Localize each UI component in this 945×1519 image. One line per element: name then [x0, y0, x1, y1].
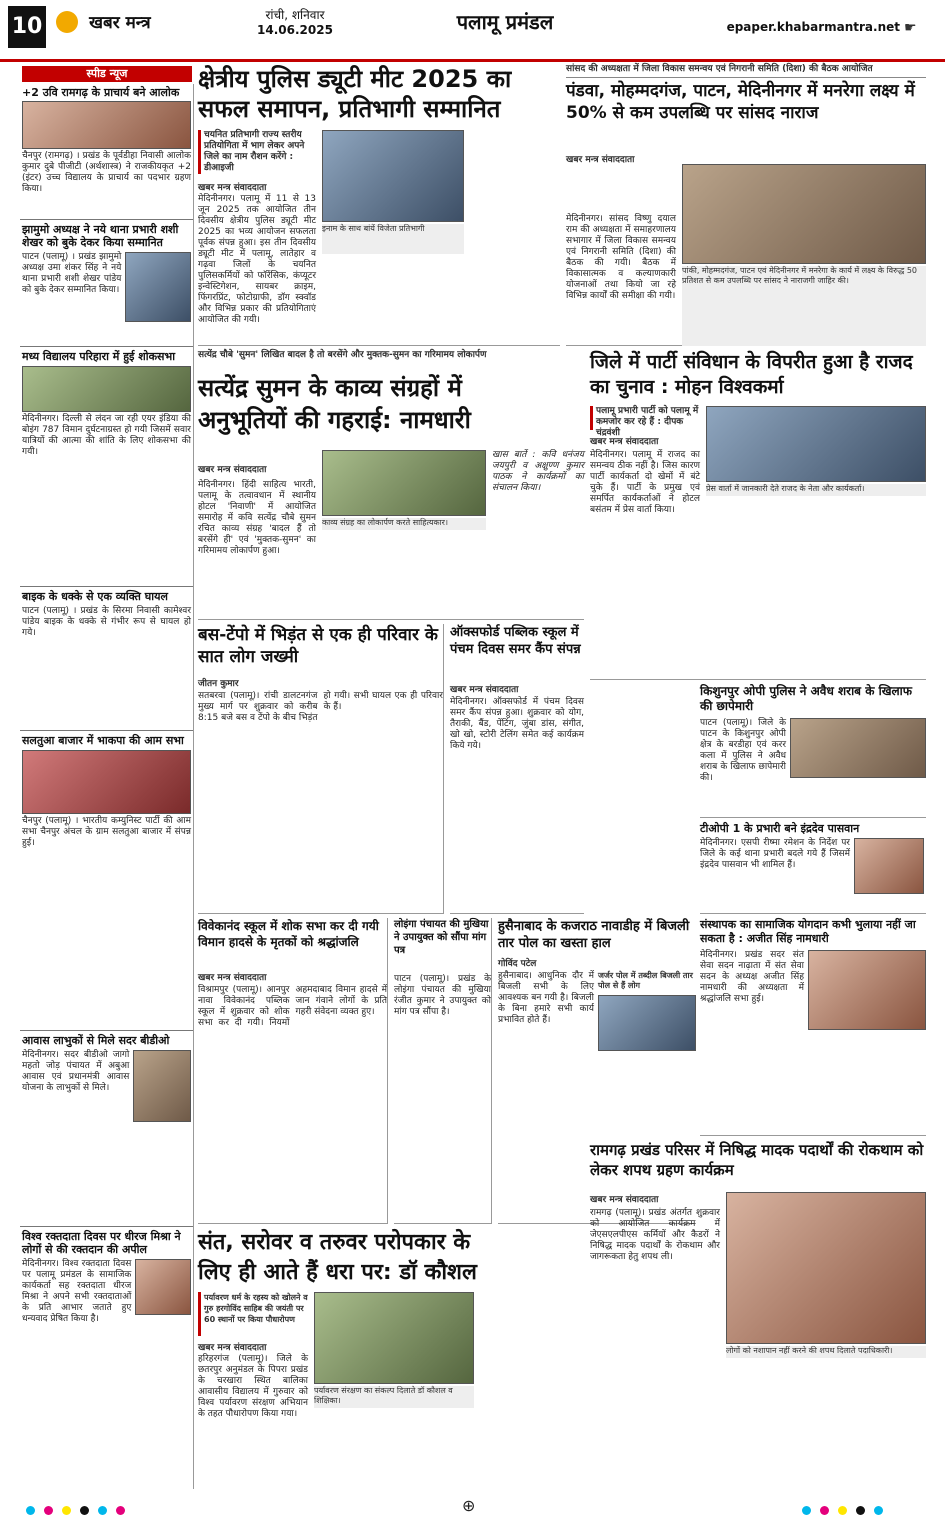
magenta-dot — [820, 1506, 829, 1515]
body-cont — [706, 500, 926, 610]
byline: खबर मन्त्र संवाददाता — [566, 155, 635, 165]
brief-body: मेदिनीनगर। सदर बीडीओ जागो महतो जोड़ पंचायत में अबुआ आवास एवं प्रधानमंत्री आवास योजना के लाभुकों से मिले। — [22, 1050, 130, 1093]
divider — [20, 1030, 193, 1031]
byline: गोविंद पटेल — [498, 959, 537, 969]
story-accident — [198, 624, 444, 914]
crosshair-icon: ⊕ — [462, 1496, 476, 1515]
body: पाटन (पलामू)। प्रखंड के लोइंगा पंचायत की मुखिया रंजीत कुमार ने उपायुक्त को मांग पत्र सौंपा है। — [394, 974, 491, 1017]
headline: पंडवा, मोहम्मदगंज, पाटन, मेदिनीनगर में मनरेगा लक्ष्य में 50% से कम उपलब्धि पर सांसद नाराज — [566, 81, 915, 123]
body: मेदिनीनगर। ऑक्सफोर्ड में पंचम दिवस समर कैंप संपन्न हुआ। शुक्रवार को योग, तैराकी, बैंड, पेंटिंग, जुंबा डांस, संगीत, खो खो, स्टोरी टेलिंग समेत कई कार्यक्रम किये गये। — [450, 697, 584, 751]
cyan-dot — [26, 1506, 35, 1515]
cyan-dot — [98, 1506, 107, 1515]
byline: खबर मन्त्र संवाददाता — [450, 685, 519, 695]
story-photo — [322, 450, 486, 516]
kicker: पर्यावरण धर्म के रहस्य को खोलने व गुरु हरगोविंद साहिब की जयंती पर 60 स्थानों पर किया पौधारोपण — [198, 1292, 308, 1336]
headline — [198, 1228, 584, 1288]
body: हरिहरगंज (पलामू)। जिले के छतरपुर अनुमंडल के पिपरा प्रखंड के चरखारा स्थित बालिका आवासीय विद्यालय में गुरुवार को विश्व पर्यावरण संरक्षण अभियान के तहत पौधारोपण किया गया। — [198, 1354, 308, 1419]
headline: हुसैनाबाद के कजराठ नावाडीह में बिजली तार पोल का खस्ता हाल — [498, 919, 690, 951]
black-dot — [856, 1506, 865, 1515]
brief-body: चैनपुर (रामगढ़) । प्रखंड के पूर्वडीहा निवासी आलोक कुमार दुबे पीजीटी (अर्थशास्त्र) ने राजकीयकृत +2 (इंटर) उच्च विद्यालय के प्राचार्य का पदभार ग्रहण किया। — [22, 151, 191, 194]
body: विश्रामपुर (पलामू)। आनपुर नावा विवेकानंद पब्लिक स्कूल में शुक्रवार को शोक सभा कर दी गयी। नियमों अहमदाबाद विमान हादसे में जान गंवाने लोगों के प्रति गहरी संवेदना व्यक्त हुए। — [198, 985, 387, 1028]
body: मेदिनीनगर। पलामू में 11 से 13 जून 2025 तक आयोजित तीन दिवसीय क्षेत्रीय पुलिस ड्यूटी मीट 2025 का भव्य आयोजन सफलता पूर्वक संपन्न हुआ। इस तीन दिवसीय ड्यूटी मीट में पलामू, लातेहार व गढ़वा जिलों के चयनित पुलिसकर्मियों को फॉरेंसिक, कंप्यूटर इन्वेस्टिगेशन, सायबर क्राइम, फिंगरप्रिंट, फोटोग्राफी, डॉग स्क्वॉड और विभिन्न प्रकार की प्रतियोगिताएं आयोजित की गयी। — [198, 194, 316, 325]
story-photo — [314, 1292, 474, 1384]
brief-headline: +2 उवि रामगढ़ के प्राचार्य बने आलोक — [22, 86, 180, 99]
dateline — [240, 8, 350, 38]
photo-caption: इनाम के साथ बांयें विजेता प्रतिभागी — [322, 224, 464, 254]
body-cont — [322, 258, 464, 344]
headline — [198, 64, 560, 124]
body: मेदिनीनगर। प्रखंड सदर संत सेवा सदन नाढ़ाता में संत सेवा सदन के अध्यक्ष अजीत सिंह नामधारी की अध्यक्षता में श्रद्धांजलि सभा हुई। — [700, 950, 804, 1004]
body: मेदिनीनगर। एसपी रीष्मा रमेशन के निर्देश पर जिले के कई थाना प्रभारी बदले गये हैं जिसमें इंद्रदेव पासवान भी शामिल हैं। — [700, 838, 850, 870]
brief-row — [22, 1050, 191, 1150]
headline-line: संत, सरोवर व तरुवर परोपकार के — [198, 1230, 471, 1255]
brief-photo — [135, 1259, 191, 1315]
brief-body: मेदिनीनगर। विश्व रक्तदाता दिवस पर पलामू प्रमंडल के सामाजिक कार्यकर्ता सह रक्तदाता धीरज मिश्रा ने अपने सभी रक्तदाताओं के प्रति आभार जताते हुए धन्यवाद प्रेषित किया है। — [22, 1259, 132, 1324]
divider — [20, 219, 193, 220]
photo-caption: प्रेस वार्ता में जानकारी देते राजद के नेता और कार्यकर्ता। — [706, 484, 926, 496]
brief-photo — [22, 750, 191, 814]
brand-name: खबर मन्त्र — [89, 13, 151, 33]
headline: जिले में पार्टी संविधान के विपरीत हुआ है राजद का चुनाव : मोहन विश्वकर्मा — [590, 351, 913, 398]
brief-headline: बाइक के धक्के से एक व्यक्ति घायल — [22, 590, 168, 603]
divider — [20, 586, 193, 587]
story-kaushal — [198, 1228, 584, 1492]
story-mgnrega — [566, 64, 926, 346]
photo-caption: पर्यावरण संरक्षण का संकल्प दिलाते डॉ कौशल व शिक्षिका। — [314, 1386, 474, 1408]
story-vivekanand — [198, 918, 388, 1224]
brief-body-cont — [22, 1152, 191, 1224]
story-photo — [808, 950, 926, 1030]
magenta-dot — [116, 1506, 125, 1515]
print-registration-marks — [0, 1496, 945, 1517]
cyan-dot — [802, 1506, 811, 1515]
brand-logo — [56, 10, 206, 40]
divider — [20, 1226, 193, 1227]
yellow-dot — [838, 1506, 847, 1515]
body: पाटन (पलामू)। जिले के पाटन के किशुनपुर ओपी क्षेत्र के बरडीहा एवं करर कला में पुलिस ने अवैध शराब के खिलाफ छापेमारी की। — [700, 718, 786, 783]
body-cont — [726, 1362, 926, 1490]
headline: रामगढ़ प्रखंड परिसर में निषिद्ध मादक पदार्थों की रोकथाम को लेकर शपथ ग्रहण कार्यक्रम — [590, 1141, 924, 1179]
headline — [198, 372, 584, 436]
pointer-hand-icon: ☛ — [904, 20, 917, 36]
brief-body: चैनपुर (पलामू) । भारतीय कम्युनिस्ट पार्टी की आम सभा चैनपुर अंचल के ग्राम सलतुआ बाजार में संपन्न हुई। — [22, 816, 191, 848]
headline: टीओपी 1 के प्रभारी बने इंद्रदेव पासवान — [700, 822, 860, 835]
byline: खबर मन्त्र संवाददाता — [590, 1195, 659, 1205]
black-dot — [80, 1506, 89, 1515]
body-cont — [470, 130, 560, 344]
headline-line: अनुभूतियों की गहराई: नामधारी — [198, 406, 471, 434]
color-dots-left — [24, 1500, 127, 1519]
brief-row — [22, 252, 191, 344]
story-photo — [322, 130, 464, 222]
top-line: सांसद की अध्यक्षता में जिला विकास समन्वय एवं निगरानी समिति (दिशा) की बैठक आयोजित — [566, 64, 926, 78]
side-note: खास बातें : कवि धनंजय जयपुरी व अक्षुण्ण कुमार पाठक ने कार्यक्रमों का संचालन किया। — [492, 450, 584, 493]
body: मेदिनीनगर। सांसद विष्णु दयाल राम की अध्यक्षता में समाहरणालय सभागार में जिला विकास समन्वय एवं निगरानी समिति (दिशा) की बैठक की गयी। बैठक में विकासात्मक व कल्याणकारी योजनाओं तथा कियो जा रहे विभिन्न कार्यों की समीक्षा की गयी। — [566, 214, 676, 301]
story-row — [700, 838, 926, 910]
story-row — [700, 950, 926, 1050]
body-cont — [590, 1402, 720, 1490]
brief-photo — [133, 1050, 191, 1122]
body: सतबरवा (पलामू)। रांची डालटनगंज मुख्य मार्ग पर शुक्रवार को करीब 8:15 बजे बस व टेंपो के बीच भिड़ंत हो गयी। सभी घायल एक ही परिवार के हैं। — [198, 691, 443, 723]
top-line: सत्येंद्र चौबे 'सुमन' लिखित बादल है तो बरसेंगे और मुक्तक-सुमन का गरिमामय लोकार्पण — [198, 350, 487, 360]
story-loiga — [394, 918, 492, 1224]
byline: खबर मन्त्र संवाददाता — [198, 465, 267, 475]
brief-body: मेदिनीनगर। दिल्ली से लंदन जा रही एयर इंडिया की बोइंग 787 विमान दुर्घटनाग्रस्त हो गयी जिसमें सवार यात्रियों की आत्मा की शांति के लिए शोकसभा की गयी। — [22, 414, 191, 457]
photo-caption: पांकी, मोहम्मदगंज, पाटन एवं मेदिनीनगर में मनरेगा के कार्य में लक्ष्य के विरुद्ध 50 प्रतिशत से कम उपलब्धि पर सांसद ने नाराजगी जाहिर की। — [682, 266, 926, 346]
divider — [20, 346, 193, 347]
place: रांची, शनिवार — [265, 8, 325, 22]
story-photo — [682, 164, 926, 264]
body: रामगढ़ (पलामू)। प्रखंड अंतर्गत शुक्रवार को आयोजित कार्यक्रम में जेएसएलपीएस कर्मियों और कैडरों ने निषिद्ध मादक पदार्थों के रोकथाम और जागरूकता हेतु शपथ ली। — [590, 1208, 720, 1262]
byline: खबर मन्त्र संवाददाता — [590, 437, 659, 447]
section-title: पलामू प्रमंडल — [456, 10, 554, 34]
page-number: 10 — [8, 6, 46, 48]
story-photo — [598, 995, 696, 1051]
divider — [20, 730, 193, 731]
brief-row — [22, 1259, 191, 1343]
brief-photo — [125, 252, 191, 322]
brief-body: पाटन (पलामू) । प्रखंड झामुमो अध्यक्ष उमा शंकर सिंह ने नये थाना प्रभारी शशी शेखर पांडेय को बुके देकर सम्मानित किया। — [22, 252, 122, 295]
byline: खबर मन्त्र संवाददाता — [198, 973, 267, 983]
story-photo — [706, 406, 926, 482]
brief-headline: झामुमो अध्यक्ष ने नये थाना प्रभारी शशी शेखर को बुके देकर किया सम्मानित — [22, 223, 179, 249]
brief-headline: सलतुआ बाजार में भाकपा की आम सभा — [22, 734, 184, 747]
body: हुसैनाबाद। आधुनिक दौर में बिजली सभी के लिए आवश्यक बन गयी है। बिजली के बिना हमारे सभी कार्य प्रभावित होते हैं। — [498, 971, 594, 1025]
byline: जीतन कुमार — [198, 679, 239, 689]
headline-line: क्षेत्रीय पुलिस ड्यूटी मीट 2025 का — [198, 65, 512, 93]
brief-headline: विश्व रक्तदाता दिवस पर धीरज मिश्रा ने लोगों से की रक्तदान की अपील — [22, 1230, 181, 1256]
photo-caption: काव्य संग्रह का लोकार्पण करते साहित्यकार। — [322, 518, 486, 530]
headline: संस्थापक का सामाजिक योगदान कभी भुलाया नहीं जा सकता है : अजीत सिंह नामधारी — [700, 918, 916, 945]
story-oxford — [450, 624, 584, 914]
epaper-link[interactable]: epaper.khabarmantra.net — [726, 20, 900, 34]
headline: ऑक्सफोर्ड पब्लिक स्कूल में पंचम दिवस समर कैंप संपन्न — [450, 625, 581, 657]
byline: खबर मन्त्र संवाददाता — [198, 183, 267, 193]
story-photo — [726, 1192, 926, 1344]
body-cont — [480, 1292, 584, 1490]
headline: किशुनपुर ओपी पुलिस ने अवैध शराब के खिलाफ की छापेमारी — [700, 684, 913, 713]
headline: लोइंगा पंचायत की मुखिया ने उपायुक्त को सौंपा मांग पत्र — [394, 919, 489, 956]
story-kishunpur — [700, 684, 926, 818]
speed-news-label: स्पीड न्यूज — [22, 66, 192, 82]
body-cont — [590, 616, 926, 678]
date: 14.06.2025 — [257, 23, 333, 37]
headline-line: सत्येंद्र सुमन के काव्य संग्रहों में — [198, 374, 462, 402]
brand-logo-icon — [56, 11, 78, 33]
headline-line: सफल समापन, प्रतिभागी सम्मानित — [198, 95, 501, 123]
body-cont — [700, 1052, 926, 1130]
story-row — [700, 718, 926, 814]
brief-photo — [22, 101, 191, 149]
kicker: जर्जर पोल में तब्दील बिजली तार पोल से हैं लोग — [598, 971, 693, 990]
color-dots-right — [800, 1500, 885, 1519]
brief-headline: आवास लाभुकों से मिले सदर बीडीओ — [22, 1034, 170, 1047]
story-photo — [790, 718, 926, 778]
body: मेदिनीनगर। हिंदी साहित्य भारती, पलामू के तत्वावधान में स्थानीय होटल 'निवाणी' में आयोजित समारोह में कवि सत्येंद्र चौबे सुमन रचित काव्य संग्रह 'बादल हैं तो बरसेंगे ही' एवं 'मुक्तक-सुमन' का गरिमामय लोकार्पण हुआ। — [198, 480, 316, 556]
magenta-dot — [44, 1506, 53, 1515]
story-photo — [854, 838, 924, 894]
story-ramgarh — [590, 1140, 926, 1492]
kicker: चयनित प्रतिभागी राज्य स्तरीय प्रतियोगिता में भाग लेकर अपने जिले का नाम रौशन करेंगे : डीआइजी — [198, 130, 316, 174]
brief-headline: मध्य विद्यालय परिहारा में हुई शोकसभा — [22, 350, 176, 363]
brief-body: पाटन (पलामू) । प्रखंड के सिरमा निवासी कामेश्वर पांडेय बाइक के धक्के से गंभीर रूप से घायल हो गये। — [22, 606, 191, 638]
yellow-dot — [62, 1506, 71, 1515]
story-tiopi — [700, 822, 926, 914]
body: मेदिनीनगर। पलामू में राजद का समन्वय ठीक नहीं है। जिस कारण पार्टी कार्यकर्ता दो खेमों में बंटे चुके हैं। पार्टी के प्रमुख एवं समर्पित कार्यकर्ताओं ने होटल बसंतम में प्रेस वार्ता किया। — [590, 450, 700, 515]
story-sansthapak — [700, 918, 926, 1136]
headline: बस-टेंपो में भिड़ंत से एक ही परिवार के सात लोग जख्मी — [198, 625, 438, 667]
photo-caption: लोगों को नशापान नहीं करने की शपथ दिलाते पदाधिकारी। — [726, 1346, 926, 1358]
story-police-meet — [198, 64, 560, 346]
brief-photo — [22, 366, 191, 412]
byline: खबर मन्त्र संवाददाता — [198, 1343, 267, 1353]
headline: विवेकानंद स्कूल में शोक सभा कर दी गयी विमान हादसे के मृतकों को श्रद्धांजलि — [198, 919, 379, 949]
body-cont — [314, 1412, 474, 1490]
masthead — [0, 0, 945, 62]
body-cont — [322, 534, 486, 618]
headline-line: लिए ही आते हैं धरा पर: डॉ कौशल — [198, 1260, 477, 1285]
story-rjd — [590, 350, 926, 680]
left-column — [20, 84, 194, 1489]
kicker: पलामू प्रभारी पार्टी को पलामू में कमजोर कर रहे हैं : दीपक चंद्रवंशी — [590, 406, 700, 430]
story-poetry — [198, 350, 584, 620]
cyan-dot — [874, 1506, 883, 1515]
